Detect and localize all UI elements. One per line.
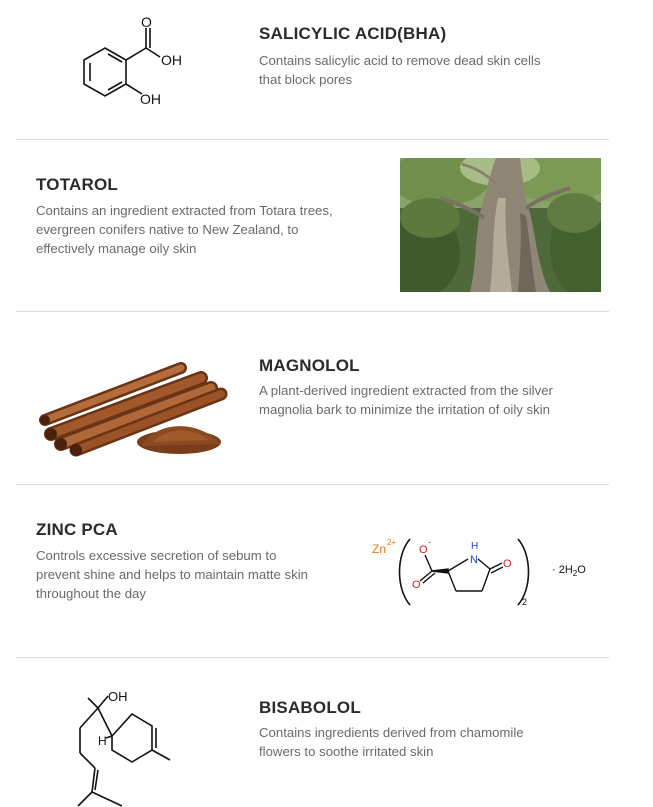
ingredient-title: ZINC PCA xyxy=(36,520,118,539)
ingredient-description xyxy=(36,546,308,603)
description-line: Controls excessive secretion of sebum to xyxy=(36,548,277,563)
ingredient-title: SALICYLIC ACID(BHA) xyxy=(259,24,447,43)
oxygen-label: O xyxy=(412,579,421,591)
zinc-label: Zn xyxy=(372,542,387,556)
hydrogen-label: H xyxy=(471,541,479,552)
description-line: Contains salicylic acid to remove dead skin cells xyxy=(259,53,541,68)
oxygen-label: O xyxy=(503,558,512,570)
oxygen-anion-label: O xyxy=(419,544,428,556)
ingredient-zinc-pca xyxy=(0,485,653,657)
oxygen-label: O xyxy=(141,14,152,30)
ingredient-bisabolol xyxy=(0,658,653,807)
zinc-pca-structure-icon xyxy=(368,533,608,613)
bisabolol-structure-icon xyxy=(70,688,200,807)
description-line: magnolia bark to minimize the irritation of oily skin xyxy=(259,402,550,417)
hydrogen-label: H xyxy=(98,734,107,748)
description-line: Contains ingredients derived from chamomile xyxy=(259,725,524,740)
salicylic-acid-structure-icon xyxy=(70,10,200,110)
zinc-charge-label: 2+ xyxy=(387,538,397,547)
hydroxyl-label: OH xyxy=(140,91,161,107)
description-line: Contains an ingredient extracted from Totara trees, xyxy=(36,203,333,218)
description-line: flowers to soothe irritated skin xyxy=(259,744,434,759)
description-line: evergreen conifers native to New Zealand, to xyxy=(36,222,299,237)
ingredient-description xyxy=(259,381,553,419)
ingredient-magnolol xyxy=(0,312,653,484)
ingredient-title: MAGNOLOL xyxy=(259,356,360,375)
description-line: throughout the day xyxy=(36,586,146,601)
ingredient-salicylic-acid xyxy=(0,0,653,139)
description-line: prevent shine and helps to maintain matte skin xyxy=(36,567,308,582)
description-line: effectively manage oily skin xyxy=(36,241,197,256)
totara-tree-photo xyxy=(400,158,601,292)
ingredient-description xyxy=(36,201,333,258)
ingredient-title: BISABOLOL xyxy=(259,698,361,717)
description-line: A plant-derived ingredient extracted from the silver xyxy=(259,383,553,398)
hydroxyl-label: OH xyxy=(161,52,182,68)
ingredient-description xyxy=(259,723,524,761)
minus-charge-label: - xyxy=(428,537,431,547)
ingredient-totarol xyxy=(0,140,653,311)
nitrogen-label: N xyxy=(470,554,478,566)
water-label: · $2H_2O$ xyxy=(552,564,586,578)
hydroxyl-label: OH xyxy=(108,689,128,704)
ingredient-description xyxy=(259,51,540,89)
cinnamon-bark-photo xyxy=(31,330,232,464)
ingredient-title: TOTAROL xyxy=(36,175,118,194)
description-line: that block pores xyxy=(259,72,353,87)
subscript-label: 2 xyxy=(522,597,528,607)
